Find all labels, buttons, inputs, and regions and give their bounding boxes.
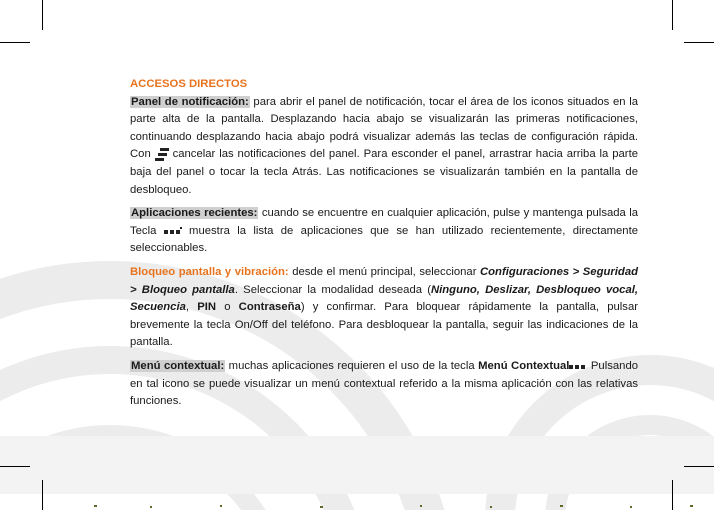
text: desde el menú principal, seleccionar: [288, 265, 480, 278]
paragraph-recent-apps: [130, 205, 638, 258]
term-notification-panel: Panel de notificación:: [131, 95, 249, 108]
paragraph-screen-lock: [130, 264, 638, 352]
crop-mark: [684, 42, 714, 43]
clear-all-icon: [155, 148, 169, 161]
text: para abrir el panel de notificación, tocar el área de los iconos situados en la parte alta de la pantalla. Desplazando hacia abajo se visualizarán las primeras notificaciones, continuando desplazando hacia abajo podrá visualizar además las teclas de configuración rápida. Con: [130, 95, 638, 161]
term-recent-apps: Aplicaciones recientes:: [131, 207, 258, 220]
text: . Seleccionar la modalidad deseada (: [234, 283, 431, 296]
page-content: [130, 76, 638, 417]
menu-dots-icon: [569, 362, 587, 370]
crop-mark: [0, 42, 30, 43]
lock-mode-password: Contraseña: [238, 301, 301, 314]
section-title: ACCESOS DIRECTOS: [130, 78, 248, 90]
lock-mode-pin: PIN: [197, 301, 217, 314]
context-menu-key: Menú Contextual: [478, 359, 570, 372]
crop-mark: [672, 0, 673, 30]
text: cancelar las notificaciones del panel. Para esconder el panel, arrastrar hacia arriba la parte baja del panel o tocar la tecla Atrás. Las notificaciones se visualizarán también en la pantalla de desbloqueo.: [130, 148, 638, 196]
settings-path: Configuraciones > Seguridad > Bloqueo pantalla: [130, 265, 638, 296]
text: cuando se encuentre en cualquier aplicación, pulse y mantenga pulsada la Tecla: [130, 207, 638, 237]
bottom-edge-specks: [90, 500, 714, 510]
recent-apps-icon: [164, 227, 182, 235]
crop-mark: [0, 466, 30, 467]
paragraph-notification-panel: [130, 94, 638, 200]
crop-mark: [684, 466, 714, 467]
paragraph-context-menu: [130, 358, 638, 411]
text: Pulsando en tal icono se puede visualizar un menú contextual referido a la misma aplicación con las relativas funciones.: [130, 359, 639, 408]
text: muestra la lista de aplicaciones que se han utilizado recientemente, directamente seleccionables.: [130, 224, 638, 255]
term-screen-lock: Bloqueo pantalla y vibración:: [130, 265, 289, 278]
text: muchas aplicaciones requieren el uso de la tecla: [225, 359, 479, 372]
text: ,: [185, 301, 198, 314]
text: ) y confirmar. Para bloquear rápidamente la pantalla, pulsar brevemente la tecla On/Off del teléfono. Para desbloquear la pantalla, seguir las indicaciones de la pantalla.: [130, 301, 639, 349]
term-context-menu: Menú contextual:: [131, 359, 225, 372]
crop-mark: [42, 480, 43, 510]
crop-mark: [42, 0, 43, 30]
text: o: [216, 301, 239, 314]
lock-modes: Ninguno, Deslizar, Desbloqueo vocal, Secuencia: [130, 283, 639, 314]
